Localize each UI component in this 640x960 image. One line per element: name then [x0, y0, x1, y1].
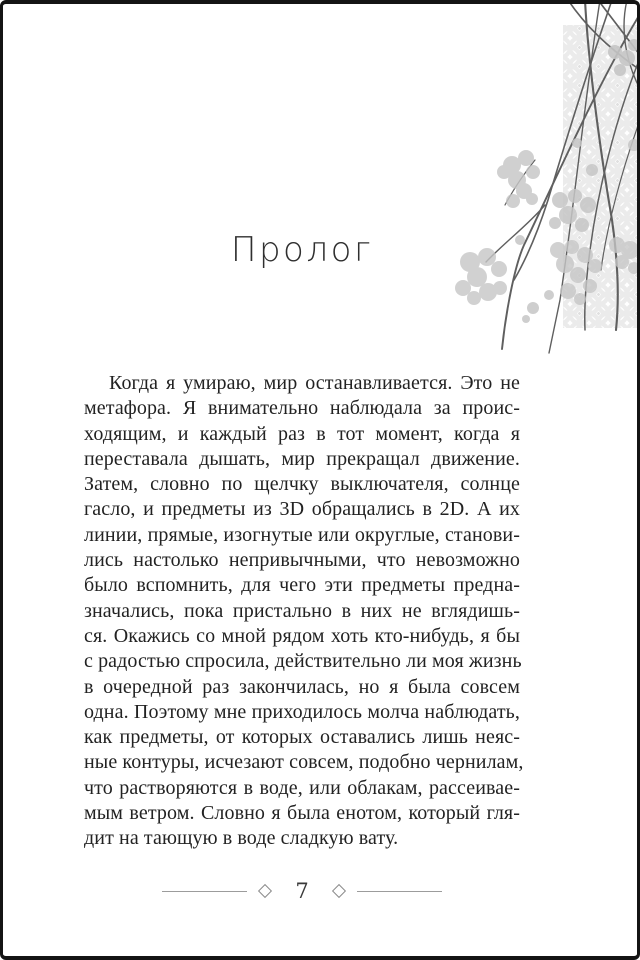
- text-line: линии, прямые, изогнутые или округлые, станови-: [84, 523, 520, 546]
- diamond-ornament-icon: [332, 884, 346, 898]
- text-line: метафора. Я внимательно наблюдала за проис-: [84, 397, 520, 420]
- text-line: как предметы, от которых оставались лишь неяс-: [84, 726, 520, 749]
- text-line: переставала дышать, мир прекращал движение.: [84, 447, 520, 470]
- text-line: Затем, словно по щелчку выключателя, солнце: [84, 473, 520, 496]
- text-line: мым ветром. Словно я была енотом, который гля-: [84, 802, 520, 825]
- text-line: с радостью спросила, действительно ли моя жизнь: [84, 650, 522, 673]
- text-line: значались, пока пристально в них не вглядишь-: [84, 599, 520, 622]
- text-line: ные контуры, исчезают совсем, подобно чернилам,: [84, 751, 524, 774]
- diamond-ornament-icon: [258, 884, 272, 898]
- text-line: лись настолько непривычными, что невозможно: [84, 549, 520, 572]
- text-line: было вспомнить, для чего эти предметы предна-: [84, 574, 520, 597]
- body-paragraph: [84, 371, 524, 852]
- text-line: в очередной раз закончилась, но я была совсем: [84, 675, 520, 698]
- blossom-branch-illustration: [0, 0, 640, 370]
- page-number: 7: [295, 879, 309, 903]
- text-line: дит на тающую в воде сладкую вату.: [84, 827, 399, 850]
- text-line: гасло, и предметы из 3D обращались в 2D. А их: [84, 498, 520, 521]
- text-line: что растворяются в воде, или облакам, рассеивае-: [84, 776, 520, 799]
- text-line: ходящим, и каждый раз в тот момент, когда я: [84, 422, 520, 445]
- page-footer: [84, 879, 520, 903]
- chapter-title: Пролог: [230, 230, 374, 270]
- text-line: ся. Окажись со мной рядом хоть кто-нибудь, я бы: [84, 624, 520, 647]
- footer-rule-right: [357, 891, 442, 892]
- text-line: Когда я умираю, мир останавливается. Это не: [109, 372, 520, 394]
- footer-rule-left: [162, 891, 247, 892]
- text-line: одна. Поэтому мне приходилось молча наблюдать,: [84, 700, 520, 723]
